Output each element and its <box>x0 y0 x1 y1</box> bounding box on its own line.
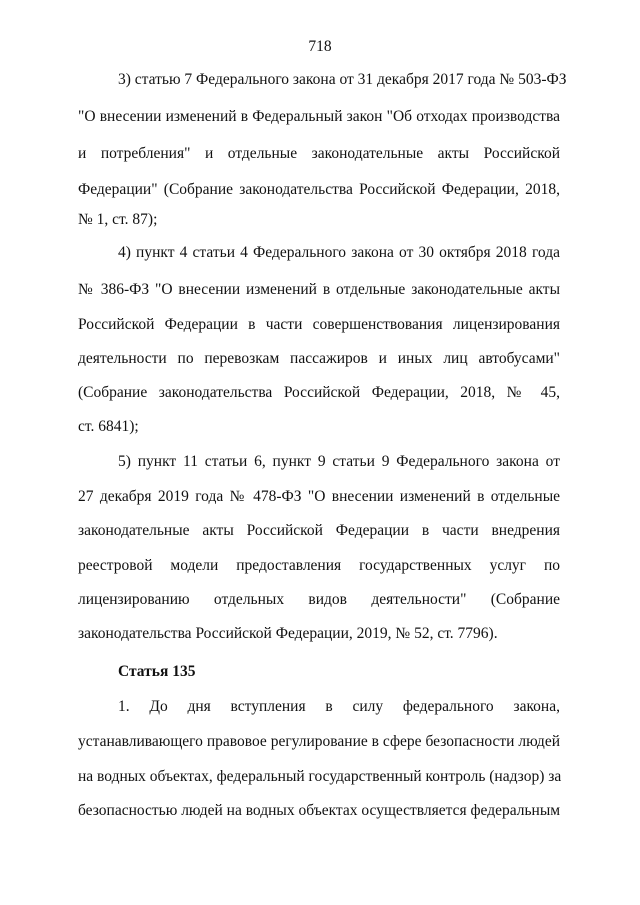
text-line: реестровой модели предоставления государственных услуг по <box>78 557 560 574</box>
text-line: 4) пункт 4 статьи 4 Федерального закона от 30 октября 2018 года <box>118 244 560 261</box>
text-line: 1. До дня вступления в силу федерального закона, <box>118 698 560 715</box>
text-line: и потребления" и отдельные законодательные акты Российской <box>78 145 560 162</box>
text-line: № 1, ст. 87); <box>78 211 158 228</box>
text-line: на водных объектах, федеральный государственный контроль (надзор) за <box>78 768 562 785</box>
text-line: 5) пункт 11 статьи 6, пункт 9 статьи 9 Федерального закона от <box>118 453 560 470</box>
article-heading: Статья 135 <box>118 663 196 680</box>
text-line: 3) статью 7 Федерального закона от 31 декабря 2017 года № 503-ФЗ <box>118 71 567 88</box>
text-line: "О внесении изменений в Федеральный закон "Об отходах производства <box>78 108 560 125</box>
text-line: безопасностью людей на водных объектах осуществляется федеральным <box>78 802 561 819</box>
text-line: Российской Федерации в части совершенствования лицензирования <box>78 316 560 333</box>
text-line: № 386-ФЗ "О внесении изменений в отдельные законодательные акты <box>78 281 560 298</box>
text-line: Федерации" (Собрание законодательства Российской Федерации, 2018, <box>78 181 560 198</box>
text-line: (Собрание законодательства Российской Федерации, 2018, № 45, <box>78 384 560 401</box>
text-line: 27 декабря 2019 года № 478-ФЗ "О внесении изменений в отдельные <box>78 488 560 505</box>
page-number: 718 <box>308 38 332 55</box>
text-line: устанавливающего правовое регулирование в сфере безопасности людей <box>78 733 560 750</box>
text-line: законодательные акты Российской Федерации в части внедрения <box>78 522 560 539</box>
text-line: деятельности по перевозкам пассажиров и иных лиц автобусами" <box>78 350 560 367</box>
text-line: лицензированию отдельных видов деятельности" (Собрание <box>78 591 560 608</box>
text-line: законодательства Российской Федерации, 2019, № 52, ст. 7796). <box>78 625 498 642</box>
text-line: ст. 6841); <box>78 418 139 435</box>
